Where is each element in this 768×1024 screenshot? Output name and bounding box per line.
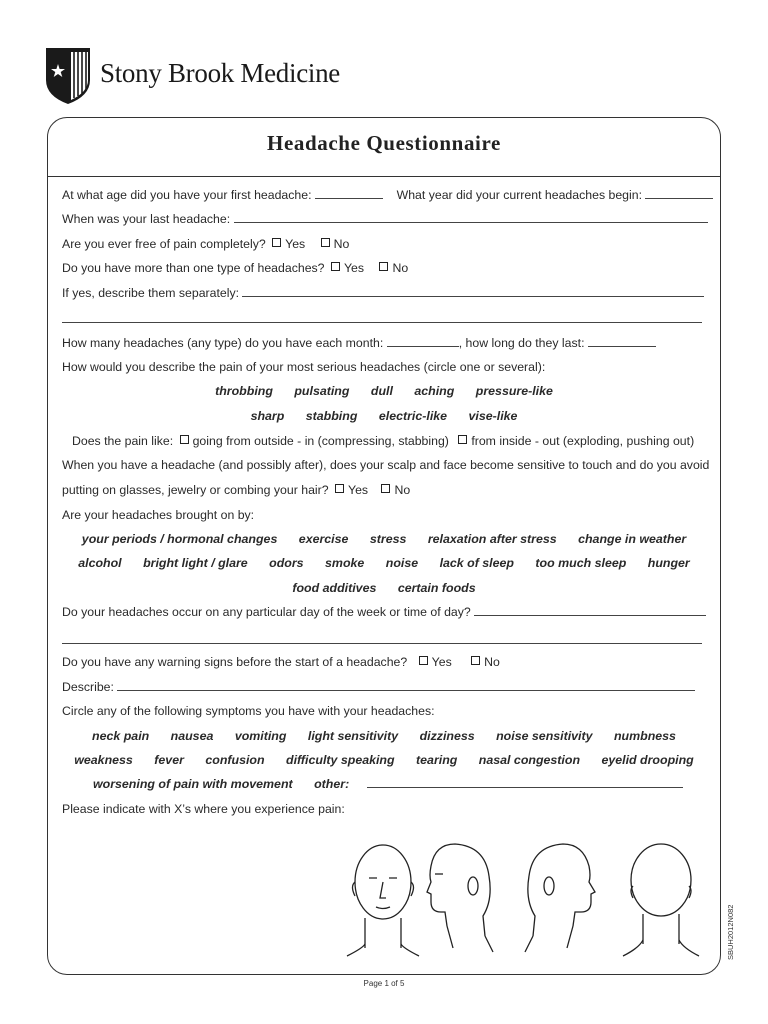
title-divider <box>48 176 720 177</box>
trigger-option[interactable]: odors <box>269 556 304 570</box>
trigger-options-row-3 <box>48 581 720 595</box>
trigger-option[interactable]: noise <box>385 556 419 570</box>
describe-types-field[interactable] <box>242 286 704 297</box>
sensitivity-yes-checkbox[interactable] <box>335 484 344 493</box>
symptom-option[interactable]: light sensitivity <box>307 729 399 743</box>
question-first-age: At what age did you have your first headache: What year did your current headaches begin: <box>62 188 713 202</box>
question-per-month: How many headaches (any type) do you have each month: , how long do they last: <box>62 336 656 350</box>
head-back-view[interactable] <box>623 844 699 956</box>
pain-option[interactable]: throbbing <box>215 384 273 398</box>
question-symptoms: Circle any of the following symptoms you have with your headaches: <box>62 704 435 718</box>
symptom-option[interactable]: noise sensitivity <box>496 729 593 743</box>
brand-name: Stony Brook Medicine <box>100 58 340 88</box>
stony-brook-shield-logo <box>44 44 94 106</box>
pain-option[interactable]: pressure-like <box>475 384 553 398</box>
pain-option[interactable]: electric-like <box>378 409 448 423</box>
head-diagrams[interactable] <box>343 836 711 960</box>
pain-option[interactable]: pulsating <box>294 384 350 398</box>
warning-describe-field[interactable] <box>117 680 695 691</box>
day-time-extra-line[interactable] <box>62 643 702 644</box>
multiple-types-no-checkbox[interactable] <box>379 262 388 271</box>
question-pain-description: How would you describe the pain of your most serious headaches (circle one or several): <box>62 360 546 374</box>
pain-option[interactable]: sharp <box>250 409 285 423</box>
warning-no-checkbox[interactable] <box>471 656 480 665</box>
trigger-options-row-1 <box>48 532 720 546</box>
symptom-option[interactable]: nausea <box>170 729 214 743</box>
trigger-option[interactable]: bright light / glare <box>143 556 248 570</box>
duration-field[interactable] <box>588 336 656 347</box>
symptom-option[interactable]: nasal congestion <box>478 753 581 767</box>
form-title: Headache Questionnaire <box>267 131 501 155</box>
question-multiple-types: Do you have more than one type of headaches? Yes No <box>62 261 409 275</box>
trigger-option[interactable]: lack of sleep <box>439 556 514 570</box>
day-time-field[interactable] <box>474 605 706 616</box>
question-pain-free: Are you ever free of pain completely? Yes No <box>62 237 350 251</box>
pain-option[interactable]: aching <box>414 384 455 398</box>
pain-option[interactable]: vise-like <box>468 409 518 423</box>
trigger-options-row-2 <box>48 556 720 570</box>
page-number: Page 1 of 5 <box>363 979 405 988</box>
trigger-option[interactable]: exercise <box>298 532 349 546</box>
pain-options-row-1 <box>48 384 720 398</box>
trigger-option[interactable]: certain foods <box>397 581 476 595</box>
outside-in-checkbox[interactable] <box>180 435 189 444</box>
symptom-option[interactable]: tearing <box>416 753 458 767</box>
symptom-option[interactable]: worsening of pain with movement <box>93 777 293 791</box>
warning-yes-checkbox[interactable] <box>419 656 428 665</box>
symptom-option[interactable]: eyelid drooping <box>601 753 694 767</box>
symptom-option[interactable]: numbness <box>613 729 676 743</box>
question-pain-location: Please indicate with X’s where you experience pain: <box>62 802 345 816</box>
trigger-option[interactable]: hunger <box>647 556 690 570</box>
multiple-types-yes-checkbox[interactable] <box>331 262 340 271</box>
question-sensitivity-line-2: putting on glasses, jewelry or combing your hair? Yes No <box>62 483 411 497</box>
question-triggers: Are your headaches brought on by: <box>62 508 255 522</box>
per-month-field[interactable] <box>387 336 459 347</box>
trigger-option[interactable]: relaxation after stress <box>427 532 557 546</box>
other-symptom-field[interactable] <box>367 777 683 788</box>
question-day-time: Do your headaches occur on any particular day of the week or time of day? <box>62 605 706 619</box>
question-pain-direction: Does the pain like: going from outside - in (compressing, stabbing) from inside - out (exploding, pushing out) <box>72 434 695 448</box>
symptom-option[interactable]: confusion <box>205 753 265 767</box>
trigger-option[interactable]: alcohol <box>78 556 122 570</box>
pain-option[interactable]: stabbing <box>305 409 358 423</box>
pain-options-row-2 <box>48 409 720 423</box>
year-begin-field[interactable] <box>645 188 713 199</box>
trigger-option[interactable]: your periods / hormonal changes <box>81 532 278 546</box>
pain-option[interactable]: dull <box>370 384 393 398</box>
pain-free-yes-checkbox[interactable] <box>272 238 281 247</box>
symptom-option[interactable]: difficulty speaking <box>286 753 395 767</box>
symptom-option[interactable]: neck pain <box>92 729 150 743</box>
describe-types-extra-line[interactable] <box>62 322 702 323</box>
first-age-field[interactable] <box>315 188 383 199</box>
document-code: SBUH2012N082 <box>726 904 735 960</box>
trigger-option[interactable]: too much sleep <box>535 556 627 570</box>
question-sensitivity-line-1: When you have a headache (and possibly after), does your scalp and face become sensitive to touch and do you avoid <box>62 458 710 472</box>
pain-free-no-checkbox[interactable] <box>321 238 330 247</box>
trigger-option[interactable]: food additives <box>292 581 377 595</box>
symptom-options-row-2 <box>48 753 720 767</box>
symptom-option[interactable]: fever <box>154 753 184 767</box>
symptom-option[interactable]: vomiting <box>234 729 287 743</box>
last-headache-field[interactable] <box>234 212 708 223</box>
head-front-view[interactable] <box>347 845 419 956</box>
inside-out-checkbox[interactable] <box>458 435 467 444</box>
sensitivity-no-checkbox[interactable] <box>381 484 390 493</box>
question-warning-describe: Describe: <box>62 680 695 694</box>
trigger-option[interactable]: change in weather <box>578 532 687 546</box>
trigger-option[interactable]: stress <box>369 532 407 546</box>
question-last-headache: When was your last headache: <box>62 212 708 226</box>
head-right-profile-view[interactable] <box>525 844 595 952</box>
symptom-option[interactable]: dizziness <box>419 729 475 743</box>
head-left-profile-view[interactable] <box>427 844 493 952</box>
symptom-options-row-1 <box>48 729 720 743</box>
symptom-options-row-3 <box>84 777 756 791</box>
symptom-option-other[interactable]: other: <box>314 777 350 791</box>
symptom-option[interactable]: weakness <box>74 753 133 767</box>
trigger-option[interactable]: smoke <box>325 556 365 570</box>
question-warning-signs: Do you have any warning signs before the start of a headache? Yes No <box>62 655 500 669</box>
question-describe-types: If yes, describe them separately: <box>62 286 704 300</box>
